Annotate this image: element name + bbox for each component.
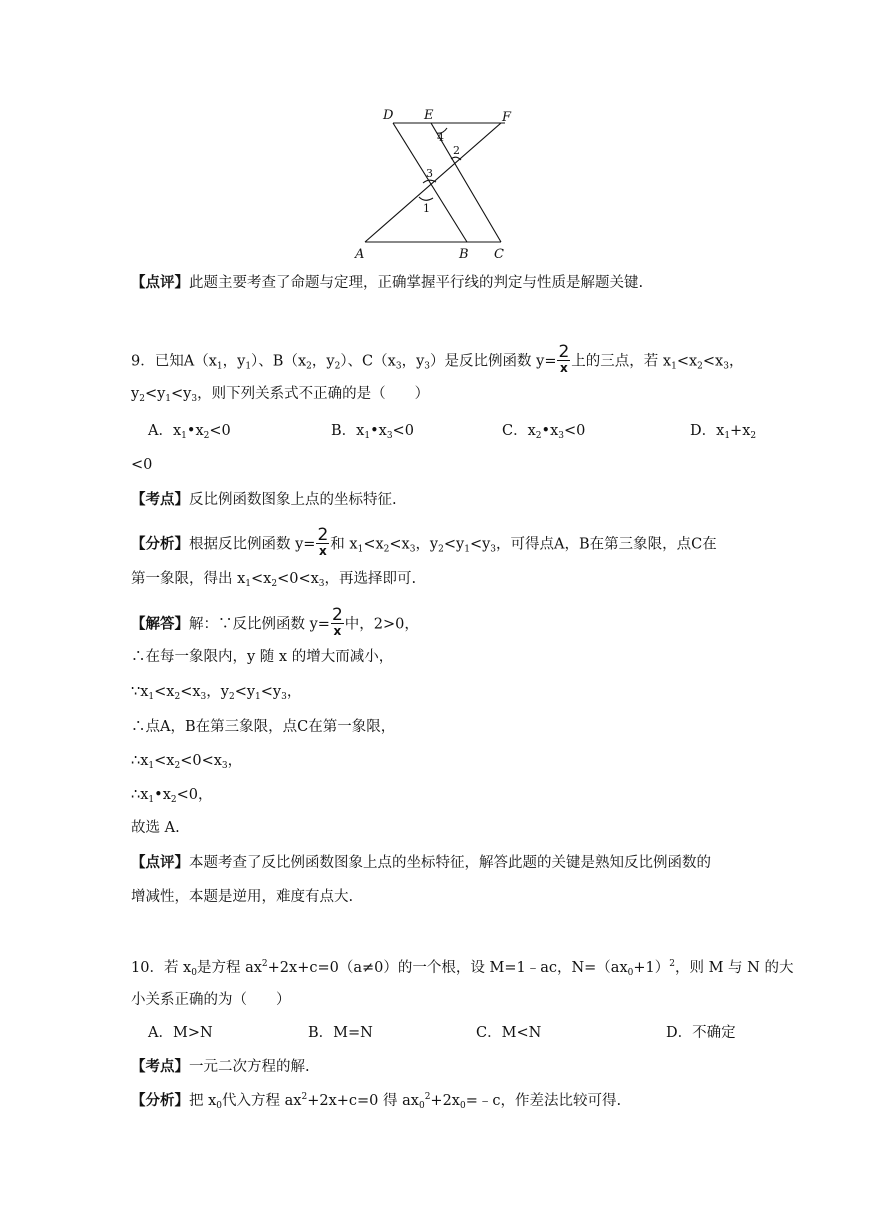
q9-step-4: $\therefore x_1<x_2<0<x_3$，	[131, 753, 243, 771]
line-db	[393, 123, 467, 242]
fraction-2-over-x: $\frac{2}{x}$	[331, 605, 343, 638]
q9-step-1: ∴在每一象限内，y 随 x 的增大而减小，	[131, 649, 394, 665]
q9-step-6: 故选 A.	[131, 820, 180, 836]
q10-stem-line1: 10．若 $x_0$是方程 $ax^2+2x+c=0(a\ne 0)$的一个根，设 M=1﹣ac，$N=(ax_0+1)^2$，则 M 与 N 的大	[131, 959, 794, 978]
q9-option-d: D．$x_1+x_2$	[690, 423, 757, 441]
q10-option-a: A．M>N	[148, 1025, 213, 1041]
geometry-figure	[353, 104, 523, 264]
q10-option-d: D．不确定	[666, 1025, 736, 1041]
q9-stem-line1: 9．已知$A(x_1$，$y_1$）、$B(x_2$，$y_2$）、$C(x_3$，$y_3$）是反比例函数 y= $\frac{2}{x}$ 上的三点，若 $x_1<x_2<x_3$，	[131, 342, 744, 375]
q9-review-line2: 增减性，本题是逆用，难度有点大.	[131, 889, 354, 905]
q9-kaodian: 【考点】反比例函数图象上点的坐标特征.	[131, 491, 397, 508]
q10-fenxi: 【分析】把 $x_0$代入方程 $ax^2+2x+c=0$ 得 $ax_0^2+2x_0=﹣c$，作差法比较可得.	[131, 1092, 622, 1111]
q9-option-a: A．$x_1•x_2<0$	[148, 423, 231, 441]
label-a: A	[355, 247, 365, 262]
q10-stem-line2: 小关系正确的为（ ）	[131, 992, 291, 1008]
angle-label-1: 1	[423, 202, 430, 215]
angle-arc-1	[419, 197, 433, 200]
q9-fenxi-line2: 第一象限，得出 $x_1<x_2<0<x_3$，再选择即可.	[131, 571, 417, 589]
q9-step-2: $\because x_1<x_2<x_3$，$y_2<y_1<y_3$，	[131, 684, 302, 702]
fraction-2-over-x: $\frac{2}{x}$	[558, 342, 570, 375]
q9-step-3: ∴点A，B在第三象限，点C在第一象限，	[131, 719, 396, 735]
q9-jieda: 【解答】解：∵反比例函数 y= $\frac{2}{x}$ 中，2>0，	[131, 605, 419, 638]
label-b: B	[459, 247, 469, 262]
angle-label-3: 3	[426, 167, 433, 180]
fraction-2-over-x: $\frac{2}{x}$	[317, 525, 329, 558]
angle-label-2: 2	[453, 144, 460, 157]
q9-option-d-wrap: <0	[131, 457, 153, 473]
review-q8	[131, 273, 643, 293]
label-d: D	[383, 108, 394, 123]
q9-stem-line2: $y_2<y_1<y_3$，则下列关系式不正确的是（ ）	[131, 386, 430, 404]
q9-option-b: B．$x_1•x_3<0$	[331, 423, 414, 441]
q9-option-c: C．$x_2•x_3<0$	[502, 423, 586, 441]
q9-step-5: $\therefore x_1•x_2<0$，	[131, 787, 213, 805]
review-text: 此题主要考查了命题与定理，正确掌握平行线的判定与性质是解题关键.	[189, 275, 644, 291]
q9-review-line1: 【点评】本题考查了反比例函数图象上点的坐标特征，解答此题的关键是熟知反比例函数的	[131, 854, 711, 871]
q10-kaodian: 【考点】一元二次方程的解.	[131, 1058, 310, 1075]
q10-option-b: B．M=N	[308, 1025, 373, 1041]
label-f: F	[502, 110, 512, 125]
review-tag: 【点评】	[131, 274, 189, 291]
q9-fenxi-line1: 【分析】根据反比例函数 y= $\frac{2}{x}$ 和 $x_1<x_2<x_3$，$y_2<y_1<y_3$，可得点A，B在第三象限，点C在	[131, 525, 717, 558]
label-c: C	[494, 247, 504, 262]
angle-label-4: 4	[437, 131, 444, 144]
line-af	[365, 123, 501, 242]
label-e: E	[424, 108, 434, 123]
q10-option-c: C．M<N	[476, 1025, 542, 1041]
